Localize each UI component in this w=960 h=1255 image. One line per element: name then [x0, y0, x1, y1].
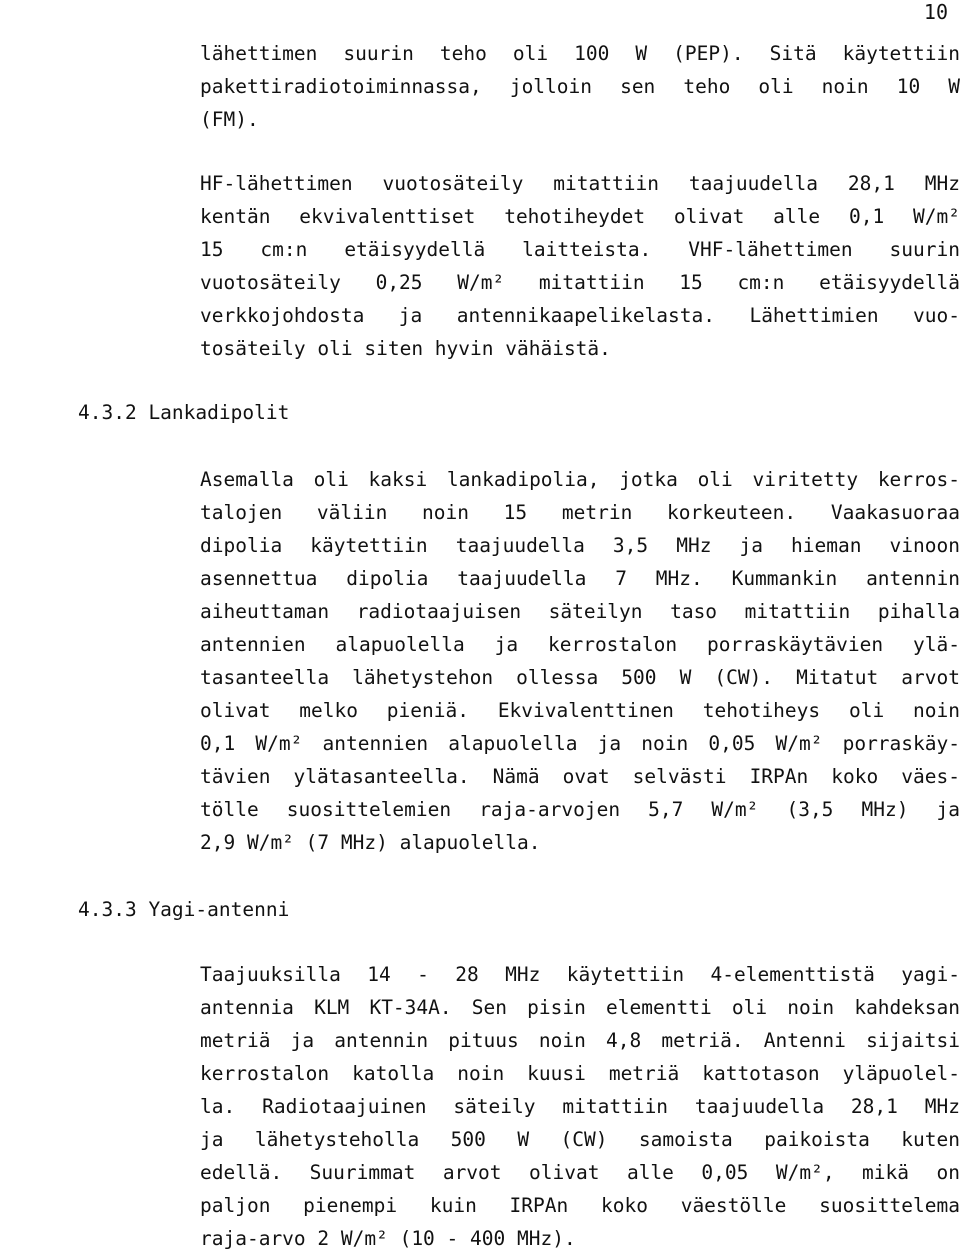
text-line: 2,9 W/m² (7 MHz) alapuolella. [200, 831, 541, 854]
text-line: tasanteella lähetystehon ollessa 500 W (CW). Mitatut arvot [200, 666, 960, 689]
text-line: verkkojohdosta ja antennikaapelikelasta. Lähettimien vuo- [200, 304, 960, 327]
text-line: 0,1 W/m² antennien alapuolella ja noin 0,05 W/m² porraskäy- [200, 732, 960, 755]
paragraph-yagi-antenna [200, 958, 960, 1255]
paragraph-transmitter-power [200, 37, 960, 136]
text-line: antennien alapuolella ja kerrostalon porraskäytävien ylä- [200, 633, 960, 656]
section-heading-wire-dipoles: 4.3.2 Lankadipolit [78, 401, 290, 424]
text-line: paljon pienempi kuin IRPAn koko väestölle suosittelema [200, 1194, 960, 1217]
text-line: tölle suosittelemien raja-arvojen 5,7 W/m² (3,5 MHz) ja [200, 798, 960, 821]
text-line: kentän ekvivalenttiset tehotiheydet olivat alle 0,1 W/m² [200, 205, 960, 228]
section-heading-yagi-antenna: 4.3.3 Yagi-antenni [78, 898, 290, 921]
text-line: pakettiradiotoiminnassa, jolloin sen teho oli noin 10 W [200, 75, 960, 98]
text-line: lähettimen suurin teho oli 100 W (PEP). Sitä käytettiin [200, 42, 960, 65]
text-line: kerrostalon katolla noin kuusi metriä kattotason yläpuolel- [200, 1062, 960, 1085]
text-line: Taajuuksilla 14 - 28 MHz käytettiin 4-elementtistä yagi- [200, 963, 960, 986]
text-line: HF-lähettimen vuotosäteily mitattiin taajuudella 28,1 MHz [200, 172, 960, 195]
text-line: antennia KLM KT-34A. Sen pisin elementti oli noin kahdeksan [200, 996, 960, 1019]
text-line: la. Radiotaajuinen säteily mitattiin taajuudella 28,1 MHz [200, 1095, 960, 1118]
text-line: tosäteily oli siten hyvin vähäistä. [200, 337, 611, 360]
page-number: 10 [923, 0, 948, 24]
text-line: tävien ylätasanteella. Nämä ovat selvästi IRPAn koko väes- [200, 765, 960, 788]
text-line: ja lähetysteholla 500 W (CW) samoista paikoista kuten [200, 1128, 960, 1151]
text-line: talojen väliin noin 15 metrin korkeuteen. Vaakasuoraa [200, 501, 960, 524]
text-line: aiheuttaman radiotaajuisen säteilyn taso mitattiin pihalla [200, 600, 960, 623]
text-line: dipolia käytettiin taajuudella 3,5 MHz ja hieman vinoon [200, 534, 960, 557]
paragraph-leakage-radiation [200, 167, 960, 365]
text-line: vuotosäteily 0,25 W/m² mitattiin 15 cm:n etäisyydellä [200, 271, 960, 294]
text-line: asennettua dipolia taajuudella 7 MHz. Kummankin antennin [200, 567, 960, 590]
paragraph-wire-dipoles [200, 463, 960, 859]
text-line: olivat melko pieniä. Ekvivalenttinen tehotiheys oli noin [200, 699, 960, 722]
text-line: (FM). [200, 108, 259, 131]
text-line: metriä ja antennin pituus noin 4,8 metriä. Antenni sijaitsi [200, 1029, 960, 1052]
text-line: raja-arvo 2 W/m² (10 - 400 MHz). [200, 1227, 576, 1250]
text-line: edellä. Suurimmat arvot olivat alle 0,05 W/m², mikä on [200, 1161, 960, 1184]
text-line: 15 cm:n etäisyydellä laitteista. VHF-lähettimen suurin [200, 238, 960, 261]
text-line: Asemalla oli kaksi lankadipolia, jotka oli viritetty kerros- [200, 468, 960, 491]
